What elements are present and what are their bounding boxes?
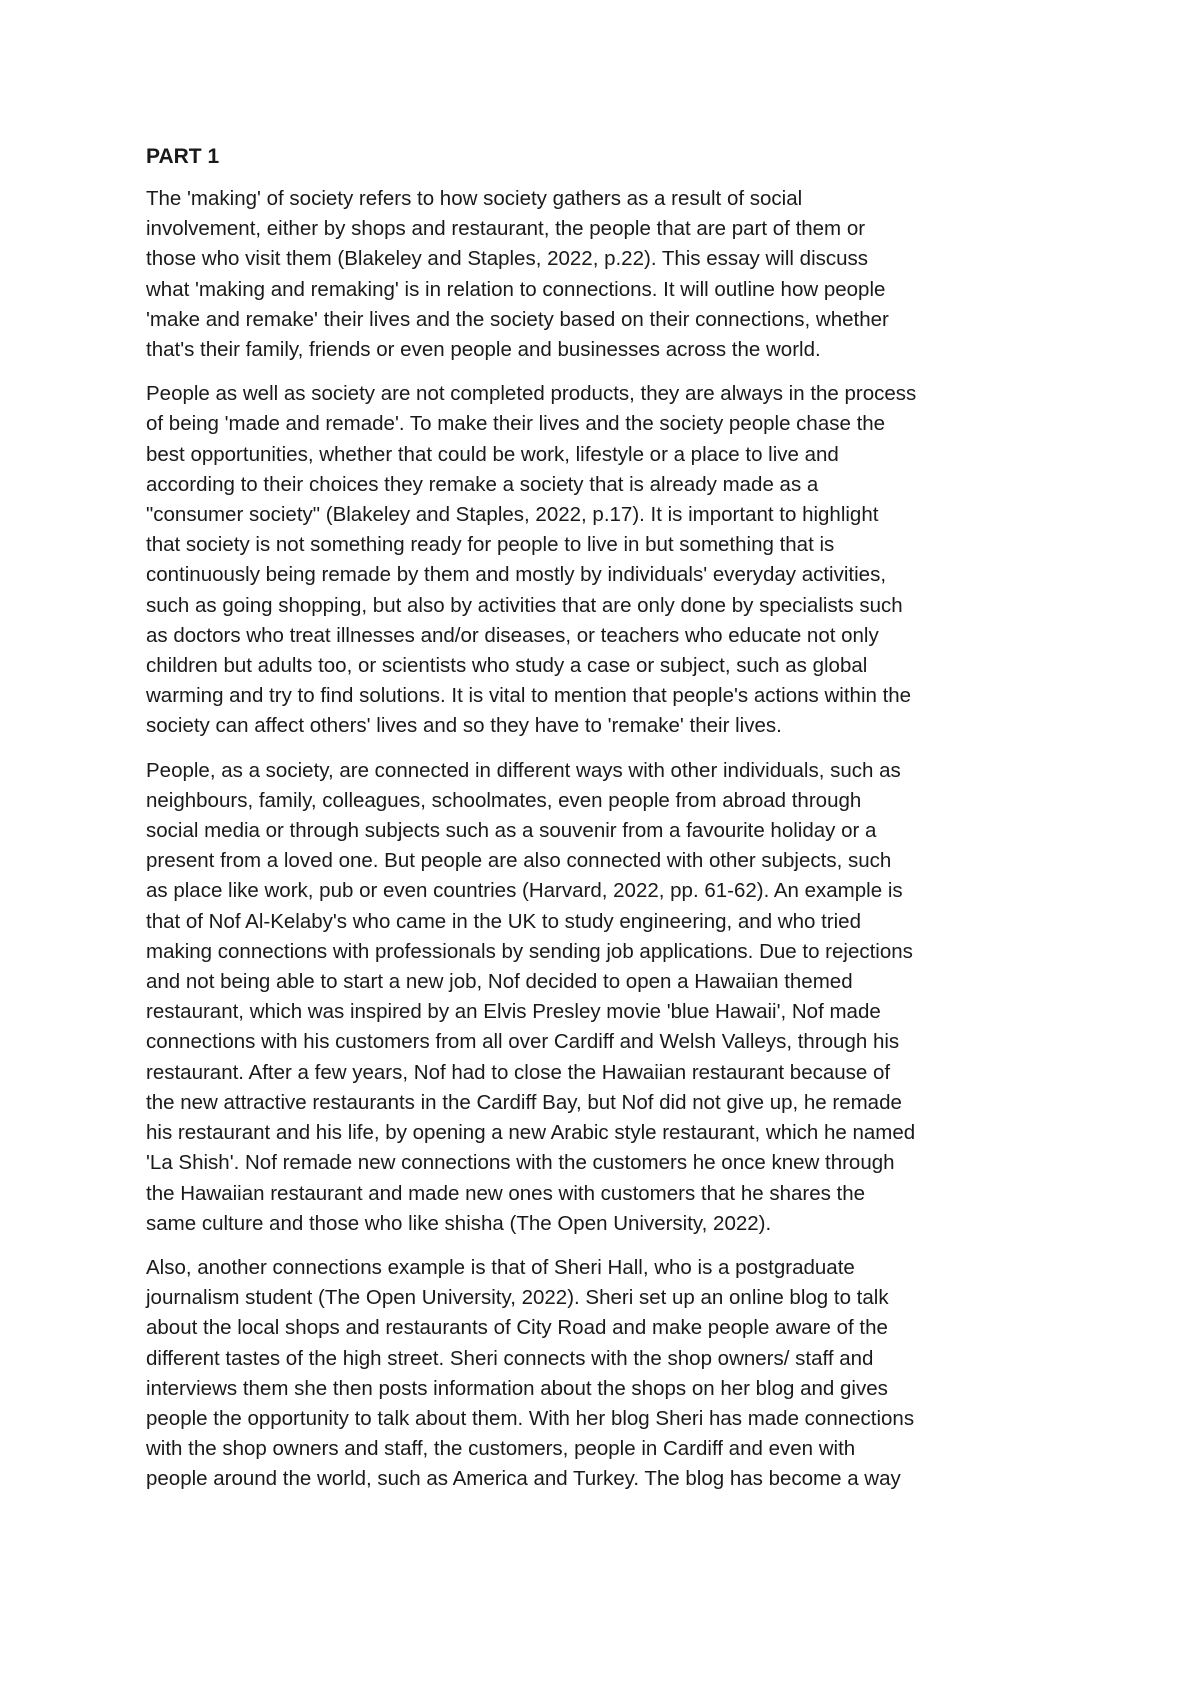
paragraph-line: warming and try to find solutions. It is vital to mention that people's actions within the xyxy=(146,684,912,708)
paragraph-line: continuously being remade by them and mostly by individuals' everyday activities, xyxy=(146,563,887,587)
paragraph-line: involvement, either by shops and restaurant, the people that are part of them or xyxy=(146,217,866,241)
paragraph-line: People as well as society are not completed products, they are always in the process xyxy=(146,382,917,406)
document-body xyxy=(146,142,1062,1509)
paragraph-line: those who visit them (Blakeley and Staples, 2022, p.22). This essay will discuss xyxy=(146,247,869,271)
paragraph-line: the new attractive restaurants in the Cardiff Bay, but Nof did not give up, he remade xyxy=(146,1090,902,1114)
paragraph-line: the Hawaiian restaurant and made new ones with customers that he shares the xyxy=(146,1181,866,1205)
paragraph-line: 'make and remake' their lives and the society based on their connections, whether xyxy=(146,307,889,331)
paragraph-line: that of Nof Al-Kelaby's who came in the UK to study engineering, and who tried xyxy=(146,909,861,933)
paragraph-line: neighbours, family, colleagues, schoolmates, even people from abroad through xyxy=(146,788,862,812)
paragraph-line: social media or through subjects such as a souvenir from a favourite holiday or a xyxy=(146,819,877,843)
paragraph-line: society can affect others' lives and so they have to 'remake' their lives. xyxy=(146,714,782,738)
paragraph-line: about the local shops and restaurants of City Road and make people aware of the xyxy=(146,1316,888,1340)
paragraph-line: same culture and those who like shisha (The Open University, 2022). xyxy=(146,1211,772,1235)
paragraph-line: children but adults too, or scientists who study a case or subject, such as global xyxy=(146,654,868,678)
paragraph-line: as doctors who treat illnesses and/or diseases, or teachers who educate not only xyxy=(146,623,879,647)
paragraph-line: people around the world, such as America and Turkey. The blog has become a way xyxy=(146,1467,901,1491)
paragraph-line: restaurant, which was inspired by an Elvis Presley movie 'blue Hawaii', Nof made xyxy=(146,1000,881,1024)
paragraph-line: 'La Shish'. Nof remade new connections with the customers he once knew through xyxy=(146,1151,895,1175)
paragraph-line: Also, another connections example is that of Sheri Hall, who is a postgraduate xyxy=(146,1255,855,1279)
paragraph-line: what 'making and remaking' is in relation to connections. It will outline how people xyxy=(146,277,886,301)
paragraph-line: making connections with professionals by sending job applications. Due to rejections xyxy=(146,939,913,963)
paragraph-line: with the shop owners and staff, the customers, people in Cardiff and even with xyxy=(146,1437,856,1461)
paragraph-line: such as going shopping, but also by activities that are only done by specialists such xyxy=(146,593,903,617)
paragraph-line: different tastes of the high street. Sheri connects with the shop owners/ staff and xyxy=(146,1346,874,1370)
paragraph-line: people the opportunity to talk about them. With her blog Sheri has made connections xyxy=(146,1406,915,1430)
paragraph xyxy=(146,184,1062,365)
paragraph-line: as place like work, pub or even countries (Harvard, 2022, pp. 61-62). An example is xyxy=(146,879,903,903)
paragraph-line: restaurant. After a few years, Nof had to close the Hawaiian restaurant because of xyxy=(146,1060,891,1084)
paragraph-line: and not being able to start a new job, Nof decided to open a Hawaiian themed xyxy=(146,970,853,994)
paragraph-line: journalism student (The Open University, 2022). Sheri set up an online blog to talk xyxy=(146,1286,889,1310)
paragraph-line: connections with his customers from all over Cardiff and Welsh Valleys, through his xyxy=(146,1030,900,1054)
paragraph-line: "consumer society" (Blakeley and Staples, 2022, p.17). It is important to highlight xyxy=(146,503,879,527)
paragraph-line: interviews them she then posts information about the shops on her blog and gives xyxy=(146,1376,888,1400)
paragraph xyxy=(146,379,1062,741)
paragraph-line: People, as a society, are connected in different ways with other individuals, such as xyxy=(146,758,901,782)
paragraph-line: that's their family, friends or even people and businesses across the world. xyxy=(146,338,821,362)
paragraph-line: according to their choices they remake a society that is already made as a xyxy=(146,472,819,496)
paragraph xyxy=(146,1253,1062,1495)
paragraph-line: best opportunities, whether that could be work, lifestyle or a place to live and xyxy=(146,442,839,466)
paragraph-line: of being 'made and remade'. To make their lives and the society people chase the xyxy=(146,412,886,436)
section-heading: PART 1 xyxy=(146,145,220,168)
paragraph-list xyxy=(146,184,1062,1495)
paragraph-line: that society is not something ready for people to live in but something that is xyxy=(146,533,835,557)
paragraph xyxy=(146,756,1062,1239)
paragraph-line: his restaurant and his life, by opening a new Arabic style restaurant, which he named xyxy=(146,1121,916,1145)
paragraph-line: present from a loved one. But people are also connected with other subjects, such xyxy=(146,849,892,873)
paragraph-line: The 'making' of society refers to how society gathers as a result of social xyxy=(146,187,803,210)
